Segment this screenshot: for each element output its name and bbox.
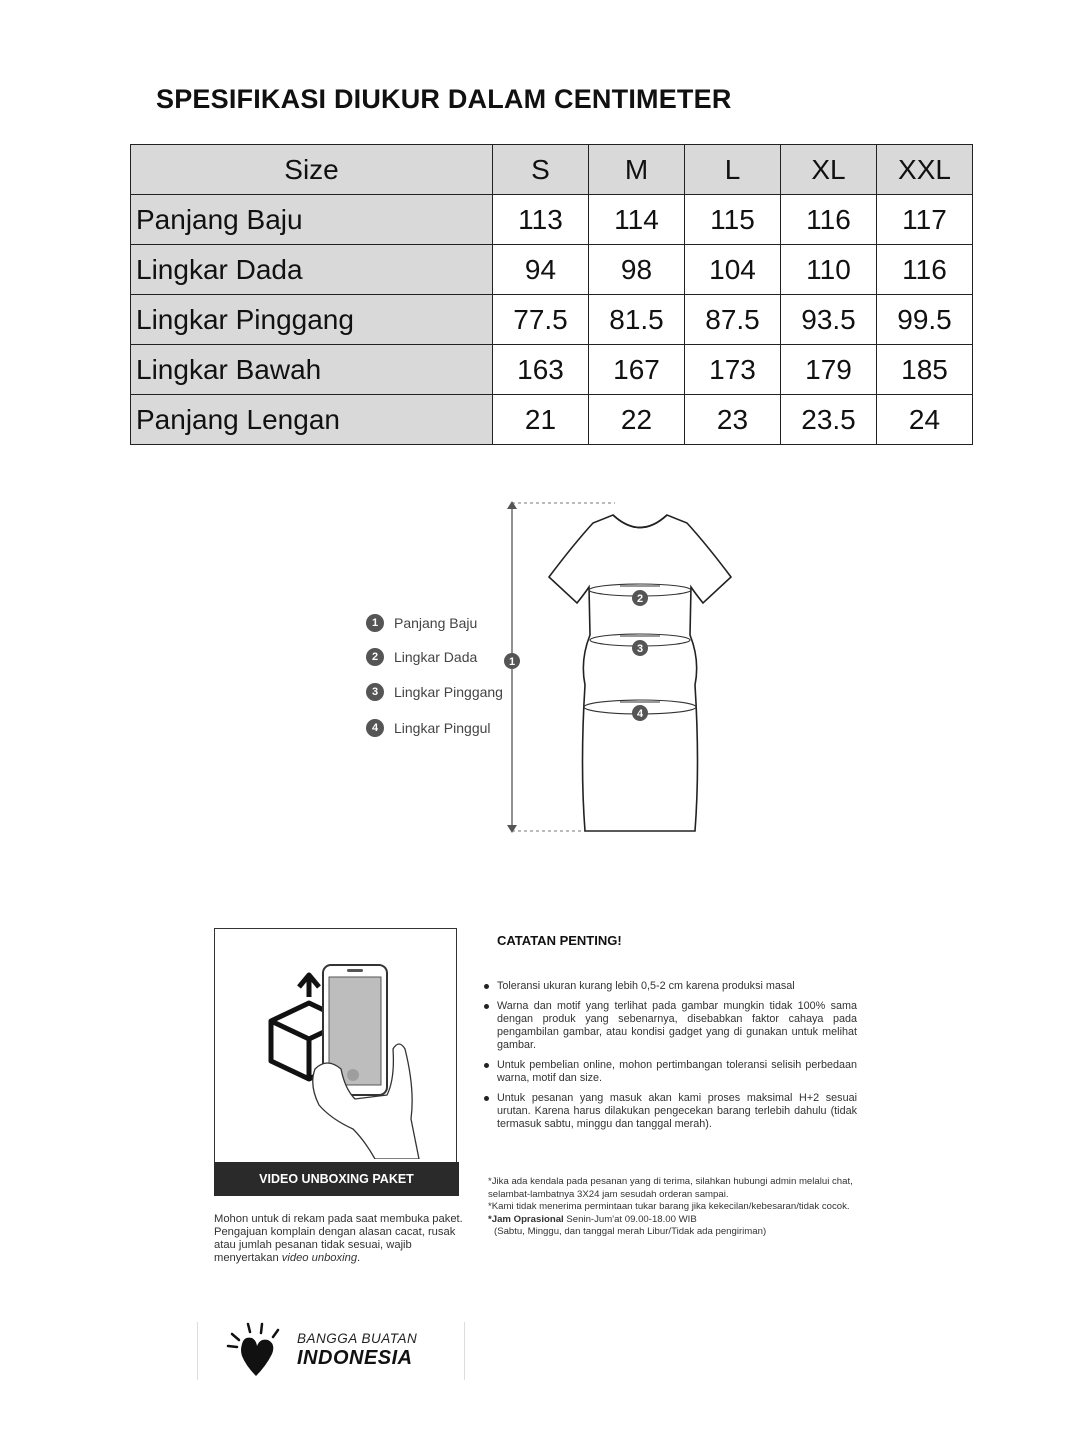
table-row	[131, 295, 973, 345]
table-row	[131, 245, 973, 295]
table-cell: 98	[589, 245, 685, 295]
table-cell: 167	[589, 345, 685, 395]
table-cell: 116	[781, 195, 877, 245]
table-cell: 94	[493, 245, 589, 295]
size-table	[130, 144, 973, 445]
footer-line: *Jika ada kendala pada pesanan yang di terima, silahkan hubungi admin melalui chat, selambat-lambatnya 3X24 jam sesudah orderan sampai.	[488, 1176, 853, 1200]
legend-item	[366, 719, 491, 737]
table-cell: 87.5	[685, 295, 781, 345]
footer-line: *Kami tidak menerima permintaan tukar barang jika kekecilan/kebesaran/tidak cocok.	[488, 1201, 850, 1212]
list-item: Untuk pesanan yang masuk akan kami proses maksimal H+2 sesuai urutan. Karena harus dilakukan pengecekan barang terlebih dahulu (tidak termasuk sabtu, minggu dan tanggal merah).	[482, 1092, 857, 1131]
table-row	[131, 345, 973, 395]
table-cell: 22	[589, 395, 685, 445]
legend-label: Lingkar Pinggul	[394, 720, 491, 736]
table-cell: 77.5	[493, 295, 589, 345]
legend-number: 4	[366, 719, 384, 737]
table-cell: 114	[589, 195, 685, 245]
table-cell: 116	[877, 245, 973, 295]
legend-label: Lingkar Dada	[394, 649, 478, 665]
heart-logo-icon	[226, 1322, 288, 1378]
table-cell: 110	[781, 245, 877, 295]
unboxing-note: Mohon untuk di rekam pada saat membuka paket. Pengajuan komplain dengan alasan cacat, rusak atau jumlah pesanan tidak sesuai, wajib menyertakan video unboxing.	[214, 1213, 463, 1264]
table-row	[131, 195, 973, 245]
notes-list	[482, 980, 857, 1138]
page-title: SPESIFIKASI DIUKUR DALAM CENTIMETER	[156, 84, 732, 114]
table-cell: 81.5	[589, 295, 685, 345]
brand-line-2: INDONESIA	[297, 1347, 413, 1369]
unboxing-panel	[214, 928, 457, 1195]
dress-diagram	[495, 495, 745, 840]
table-cell: 99.5	[877, 295, 973, 345]
header-cell: S	[493, 145, 589, 195]
footer-line: *Jam Oprasional Senin-Jum'at 09.00-18.00 WIB	[488, 1213, 697, 1225]
list-item: Toleransi ukuran kurang lebih 0,5-2 cm karena produksi masal	[482, 980, 857, 993]
row-label: Lingkar Bawah	[131, 345, 493, 395]
table-cell: 117	[877, 195, 973, 245]
marker-1	[504, 653, 520, 669]
unboxing-label: VIDEO UNBOXING PAKET	[214, 1162, 459, 1196]
marker-4	[632, 705, 648, 721]
table-cell: 21	[493, 395, 589, 445]
table-row	[131, 395, 973, 445]
svg-text:3: 3	[636, 643, 644, 655]
table-cell: 104	[685, 245, 781, 295]
row-label: Panjang Lengan	[131, 395, 493, 445]
table-cell: 185	[877, 345, 973, 395]
table-cell: 23	[685, 395, 781, 445]
legend-item	[366, 683, 503, 701]
svg-text:2: 2	[636, 593, 644, 605]
header-cell: XL	[781, 145, 877, 195]
table-cell: 23.5	[781, 395, 877, 445]
header-cell: XXL	[877, 145, 973, 195]
marker-2	[632, 590, 648, 606]
legend-item	[366, 648, 477, 666]
brand-line-1: BANGGA BUATAN	[297, 1331, 418, 1346]
table-cell: 93.5	[781, 295, 877, 345]
svg-text:4: 4	[636, 708, 644, 720]
header-cell: M	[589, 145, 685, 195]
table-cell: 173	[685, 345, 781, 395]
list-item: Untuk pembelian online, mohon pertimbangan toleransi selisih perbedaan warna, motif dan size.	[482, 1059, 857, 1085]
table-header-row	[131, 145, 973, 195]
notes-title: CATATAN PENTING!	[497, 933, 622, 948]
marker-3	[632, 640, 648, 656]
legend-label: Panjang Baju	[394, 615, 478, 631]
legend-item	[366, 614, 477, 632]
table-cell: 163	[493, 345, 589, 395]
legend-label: Lingkar Pinggang	[394, 684, 503, 700]
table-cell: 113	[493, 195, 589, 245]
row-label: Lingkar Dada	[131, 245, 493, 295]
legend-number: 3	[366, 683, 384, 701]
legend-number: 2	[366, 648, 384, 666]
footer-line: (Sabtu, Minggu, dan tanggal merah Libur/Tidak ada pengiriman)	[494, 1226, 767, 1237]
list-item: Warna dan motif yang terlihat pada gambar mungkin tidak 100% sama dengan produk yang sebenarnya, disebabkan faktor cahaya pada pengambilan gambar, atau kondisi gadget yang di gunakan untuk melihat gambar.	[482, 1000, 857, 1052]
unboxing-illustration	[215, 929, 455, 1159]
notes-footer	[488, 1176, 878, 1239]
table-cell: 115	[685, 195, 781, 245]
svg-text:1: 1	[508, 656, 516, 668]
header-cell: Size	[131, 145, 493, 195]
header-cell: L	[685, 145, 781, 195]
row-label: Lingkar Pinggang	[131, 295, 493, 345]
legend-number: 1	[366, 614, 384, 632]
table-cell: 24	[877, 395, 973, 445]
table-cell: 179	[781, 345, 877, 395]
row-label: Panjang Baju	[131, 195, 493, 245]
